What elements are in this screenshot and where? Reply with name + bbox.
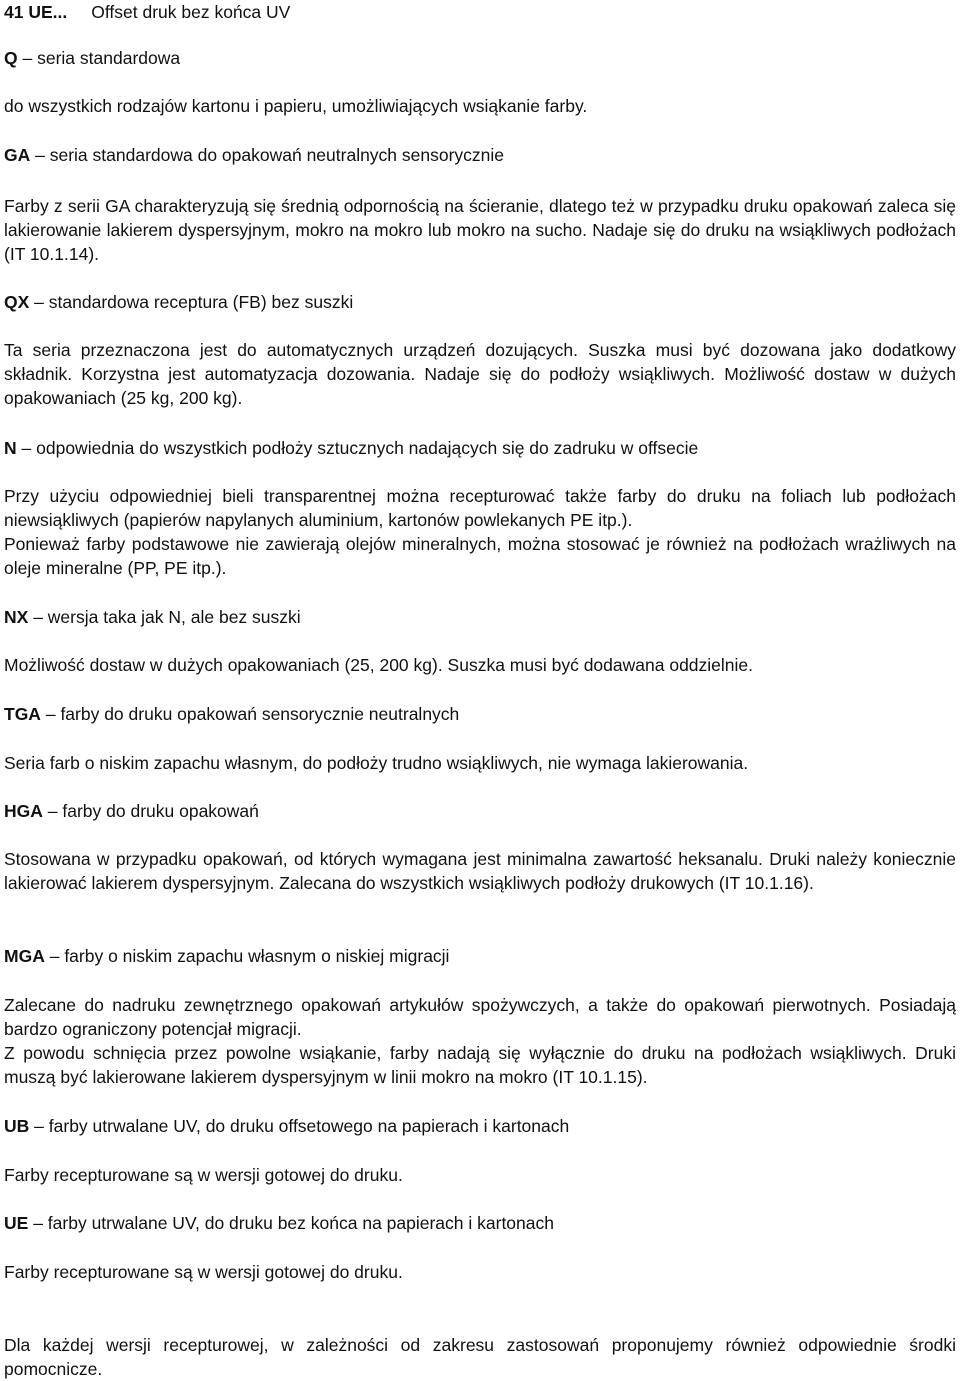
- section-code: N: [4, 438, 17, 458]
- section-nx-text: Możliwość dostaw w dużych opakowaniach (25, 200 kg). Suszka musi być dodawana oddzielnie.: [4, 655, 754, 675]
- section-ue-text: Farby recepturowane są w wersji gotowej do druku.: [4, 1262, 403, 1282]
- section-hga-text: Stosowana w przypadku opakowań, od których wymagana jest minimalna zawartość heksanalu. Druki należy koniecznie lakierować lakierem dyspersyjnym. Zalecana do wszystkich wsiąkliwych podłoży drukowych (IT 10.1.16).: [4, 849, 956, 893]
- header-code: 41 UE...: [4, 2, 68, 22]
- dash: –: [33, 1213, 43, 1233]
- document-header: [4, 0, 290, 24]
- section-code: QX: [4, 292, 30, 312]
- section-ga-heading: [4, 143, 504, 167]
- section-code: Q: [4, 48, 18, 68]
- section-n-text-1: Przy użyciu odpowiedniej bieli transparentnej można recepturować także farby do druku na foliach lub podłożach niewsiąkliwych (papierów napylanych aluminium, kartonów powlekanych PE itp.).: [4, 486, 956, 530]
- section-title: farby utrwalane UV, do druku bez końca na papierach i kartonach: [47, 1213, 554, 1233]
- dash: –: [33, 607, 43, 627]
- section-title: wersja taka jak N, ale bez suszki: [47, 607, 301, 627]
- section-title: standardowa receptura (FB) bez suszki: [48, 292, 354, 312]
- section-code: TGA: [4, 704, 41, 724]
- section-n-text-2: Ponieważ farby podstawowe nie zawierają olejów mineralnych, można stosować je również na podłożach wrażliwych na oleje mineralne (PP, PE itp.).: [4, 534, 956, 578]
- section-mga-text-2: Z powodu schnięcia przez powolne wsiąkanie, farby nadają się wyłącznie do druku na podłożach wsiąkliwych. Druki muszą być lakierowane lakierem dyspersyjnym w linii mokro na mokro (IT 10.1.15).: [4, 1043, 956, 1087]
- section-title: farby do druku opakowań: [62, 801, 259, 821]
- section-n-heading: [4, 436, 698, 460]
- section-ub-heading: [4, 1114, 569, 1138]
- section-mga-heading: [4, 944, 449, 968]
- section-code: GA: [4, 145, 31, 165]
- section-title: odpowiednia do wszystkich podłoży sztucznych nadających się do zadruku w offsecie: [36, 438, 699, 458]
- section-qx-heading: [4, 290, 353, 314]
- section-title: farby utrwalane UV, do druku offsetowego na papierach i kartonach: [48, 1116, 570, 1136]
- section-ub-text: Farby recepturowane są w wersji gotowej do druku.: [4, 1165, 403, 1185]
- dash: –: [47, 801, 58, 821]
- section-code: MGA: [4, 946, 45, 966]
- section-code: UE: [4, 1213, 29, 1233]
- section-title: seria standardowa do opakowań neutralnych sensorycznie: [49, 145, 505, 165]
- section-title: farby do druku opakowań sensorycznie neutralnych: [60, 704, 460, 724]
- section-tga-text: Seria farb o niskim zapachu własnym, do podłoży trudno wsiąkliwych, nie wymaga lakierowania.: [4, 753, 749, 773]
- section-qx-text: Ta seria przeznaczona jest do automatycznych urządzeń dozujących. Suszka musi być dozowana jako dodatkowy składnik. Korzystna jest automatyzacja dozowania. Nadaje się do podłoży wsiąkliwych. Możliwość dostaw w dużych opakowaniach (25 kg, 200 kg).: [4, 340, 956, 408]
- section-nx-heading: [4, 605, 301, 629]
- section-ue-heading: [4, 1211, 554, 1235]
- dash: –: [21, 438, 32, 458]
- footer-note: Dla każdej wersji recepturowej, w zależności od zakresu zastosowań proponujemy również odpowiednie środki pomocnicze.: [4, 1335, 956, 1379]
- section-title: seria standardowa: [37, 48, 181, 68]
- section-tga-heading: [4, 702, 459, 726]
- section-hga-heading: [4, 799, 259, 823]
- dash: –: [22, 48, 33, 68]
- header-title: Offset druk bez końca UV: [91, 2, 291, 22]
- section-code: NX: [4, 607, 29, 627]
- section-q-heading: [4, 46, 180, 70]
- section-code: HGA: [4, 801, 43, 821]
- dash: –: [34, 292, 44, 312]
- section-mga-text-1: Zalecane do nadruku zewnętrznego opakowań artykułów spożywczych, a także do opakowań pierwotnych. Posiadają bardzo ograniczony potencjał migracji.: [4, 995, 956, 1039]
- section-ga-text: Farby z serii GA charakteryzują się średnią odpornością na ścieranie, dlatego też w przypadku druku opakowań zaleca się lakierowanie lakierem dyspersyjnym, mokro na mokro lub mokro na sucho. Nadaje się do druku na wsiąkliwych podłożach (IT 10.1.14).: [4, 196, 956, 264]
- section-code: UB: [4, 1116, 30, 1136]
- dash: –: [35, 145, 45, 165]
- section-title: farby o niskim zapachu własnym o niskiej migracji: [64, 946, 450, 966]
- dash: –: [34, 1116, 44, 1136]
- section-q-text: do wszystkich rodzajów kartonu i papieru, umożliwiających wsiąkanie farby.: [4, 96, 588, 116]
- dash: –: [49, 946, 60, 966]
- dash: –: [45, 704, 56, 724]
